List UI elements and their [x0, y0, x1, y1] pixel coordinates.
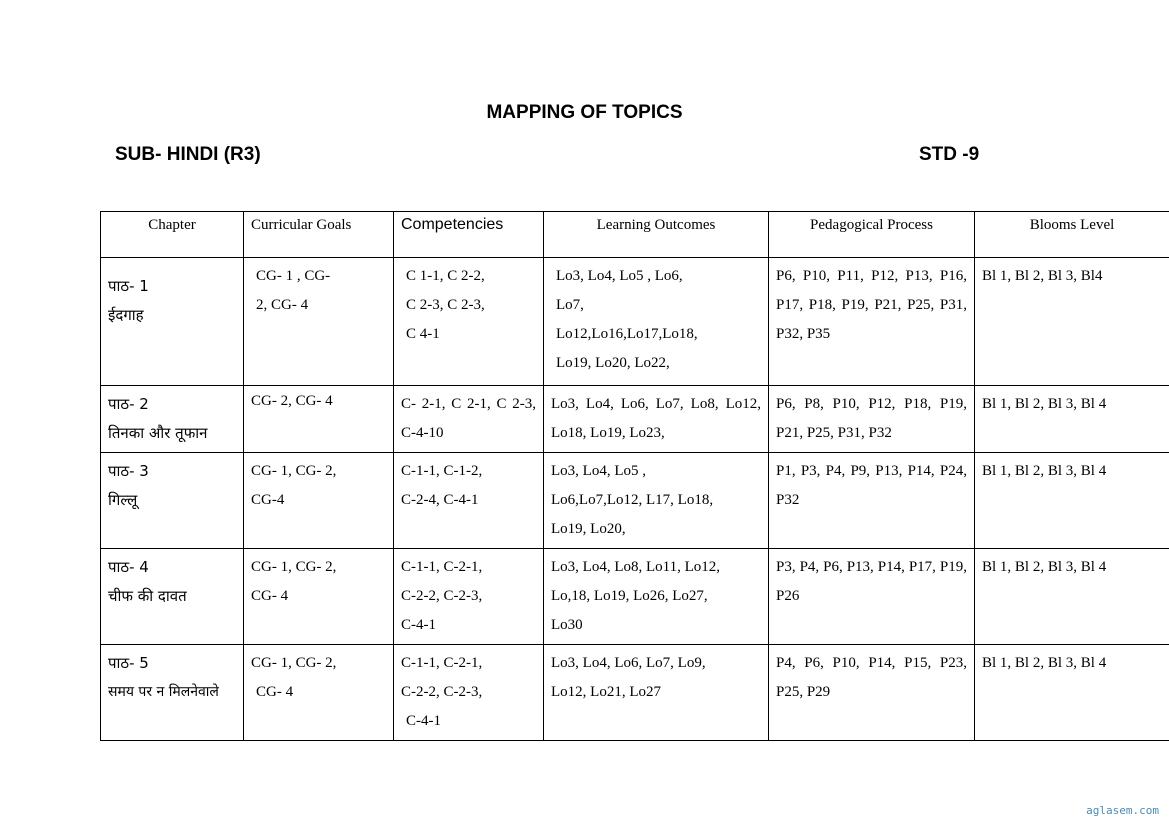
- outcomes-cell: [544, 386, 769, 453]
- goals-line: 2, CG- 4: [256, 297, 309, 313]
- pedagogy-cell: P3, P4, P6, P13, P14, P17, P19, P26: [769, 549, 975, 645]
- competencies-line: C 2-3, C 2-3,: [406, 297, 485, 313]
- competencies-line: C-1-1, C-2-1,: [401, 559, 483, 575]
- header-row: [101, 212, 1169, 258]
- outcomes-line: Lo3, Lo4, Lo5 , Lo6,: [556, 268, 683, 284]
- subject-label: SUB- HINDI (R3): [115, 144, 261, 165]
- goals-line: CG-4: [251, 492, 285, 508]
- outcomes-line: Lo3, Lo4, Lo5 ,: [551, 463, 646, 479]
- competencies-cell: [394, 386, 544, 453]
- outcomes-cell: [544, 453, 769, 549]
- outcomes-cell: [544, 645, 769, 741]
- table-row: [101, 453, 1169, 549]
- table-row: [101, 258, 1169, 386]
- chapter-number: पाठ- 3: [108, 462, 149, 480]
- outcomes-line: Lo3, Lo4, Lo8, Lo11, Lo12,: [551, 559, 721, 575]
- competencies-line: C 4-1: [406, 326, 440, 342]
- table-row: [101, 645, 1169, 741]
- competencies-cell: [394, 645, 544, 741]
- header-competencies: [394, 212, 544, 258]
- chapter-name: तिनका और तूफान: [108, 424, 208, 442]
- competencies-line: C 1-1, C 2-2,: [406, 268, 485, 284]
- goals-line: CG- 1, CG- 2,: [251, 559, 337, 575]
- goals-cell: [244, 453, 394, 549]
- outcomes-line: Lo7,: [556, 297, 584, 313]
- chapter-number: पाठ- 1: [108, 277, 149, 295]
- goals-line: CG- 2, CG- 4: [251, 393, 333, 409]
- chapter-number: पाठ- 4: [108, 558, 149, 576]
- blooms-cell: Bl 1, Bl 2, Bl 3, Bl4: [975, 258, 1169, 386]
- chapter-name: गिल्लू: [108, 491, 138, 509]
- competencies-line: C-2-4, C-4-1: [401, 492, 479, 508]
- topic-mapping-table: [100, 211, 1169, 741]
- competencies-line: C-4-1: [401, 617, 436, 633]
- table-row: [101, 549, 1169, 645]
- chapter-cell: [101, 549, 244, 645]
- header-blooms-level: Blooms Level: [975, 212, 1169, 258]
- pedagogy-cell: P4, P6, P10, P14, P15, P23, P25, P29: [769, 645, 975, 741]
- outcomes-line: Lo3, Lo4, Lo6, Lo7, Lo8, Lo12, Lo18, Lo19, Lo23,: [551, 396, 761, 441]
- blooms-cell: Bl 1, Bl 2, Bl 3, Bl 4: [975, 549, 1169, 645]
- competencies-line: C-4-1: [406, 713, 441, 729]
- goals-line: CG- 4: [256, 684, 294, 700]
- header-competencies-text: Competencies: [401, 216, 504, 233]
- competencies-line: C-2-2, C-2-3,: [401, 588, 483, 604]
- outcomes-line: Lo19, Lo20, Lo22,: [556, 355, 670, 371]
- competencies-line: C-1-1, C-2-1,: [401, 655, 483, 671]
- chapter-number: पाठ- 2: [108, 395, 149, 413]
- competencies-cell: [394, 549, 544, 645]
- document-title: MAPPING OF TOPICS: [486, 102, 683, 123]
- header-curricular-goals: Curricular Goals: [244, 212, 394, 258]
- competencies-line: C- 2-1, C 2-1, C 2-3, C-4-10: [401, 396, 536, 441]
- outcomes-line: Lo,18, Lo19, Lo26, Lo27,: [551, 588, 708, 604]
- chapter-cell: [101, 645, 244, 741]
- outcomes-line: Lo12, Lo21, Lo27: [551, 684, 661, 700]
- header-learning-outcomes: Learning Outcomes: [544, 212, 769, 258]
- goals-line: CG- 1 , CG-: [256, 268, 331, 284]
- blooms-cell: Bl 1, Bl 2, Bl 3, Bl 4: [975, 453, 1169, 549]
- chapter-name: चीफ की दावत: [108, 587, 187, 605]
- pedagogy-cell: P6, P10, P11, P12, P13, P16, P17, P18, P19, P21, P25, P31, P32, P35: [769, 258, 975, 386]
- chapter-cell: [101, 453, 244, 549]
- chapter-cell: [101, 258, 244, 386]
- pedagogy-cell: P6, P8, P10, P12, P18, P19, P21, P25, P31, P32: [769, 386, 975, 453]
- competencies-line: C-2-2, C-2-3,: [401, 684, 483, 700]
- outcomes-line: Lo30: [551, 617, 583, 633]
- outcomes-line: Lo19, Lo20,: [551, 521, 626, 537]
- goals-cell: [244, 258, 394, 386]
- goals-line: CG- 4: [251, 588, 289, 604]
- outcomes-line: Lo3, Lo4, Lo6, Lo7, Lo9,: [551, 655, 706, 671]
- goals-cell: [244, 645, 394, 741]
- outcomes-cell: [544, 258, 769, 386]
- table-row: [101, 386, 1169, 453]
- blooms-cell: Bl 1, Bl 2, Bl 3, Bl 4: [975, 645, 1169, 741]
- blooms-cell: Bl 1, Bl 2, Bl 3, Bl 4: [975, 386, 1169, 453]
- watermark-text: aglasem.com: [1086, 804, 1159, 817]
- outcomes-cell: [544, 549, 769, 645]
- outcomes-line: Lo6,Lo7,Lo12, L17, Lo18,: [551, 492, 714, 508]
- chapter-name: ईदगाह: [108, 306, 144, 324]
- chapter-cell: [101, 386, 244, 453]
- competencies-line: C-1-1, C-1-2,: [401, 463, 483, 479]
- goals-line: CG- 1, CG- 2,: [251, 463, 337, 479]
- chapter-number: पाठ- 5: [108, 654, 149, 672]
- competencies-cell: [394, 258, 544, 386]
- goals-line: CG- 1, CG- 2,: [251, 655, 337, 671]
- pedagogy-cell: P1, P3, P4, P9, P13, P14, P24, P32: [769, 453, 975, 549]
- goals-cell: [244, 549, 394, 645]
- standard-label: STD -9: [919, 144, 980, 165]
- goals-cell: [244, 386, 394, 453]
- header-pedagogical-process: Pedagogical Process: [769, 212, 975, 258]
- chapter-name: समय पर न मिलनेवाले: [108, 684, 219, 700]
- outcomes-line: Lo12,Lo16,Lo17,Lo18,: [556, 326, 698, 342]
- competencies-cell: [394, 453, 544, 549]
- header-chapter: Chapter: [101, 212, 244, 258]
